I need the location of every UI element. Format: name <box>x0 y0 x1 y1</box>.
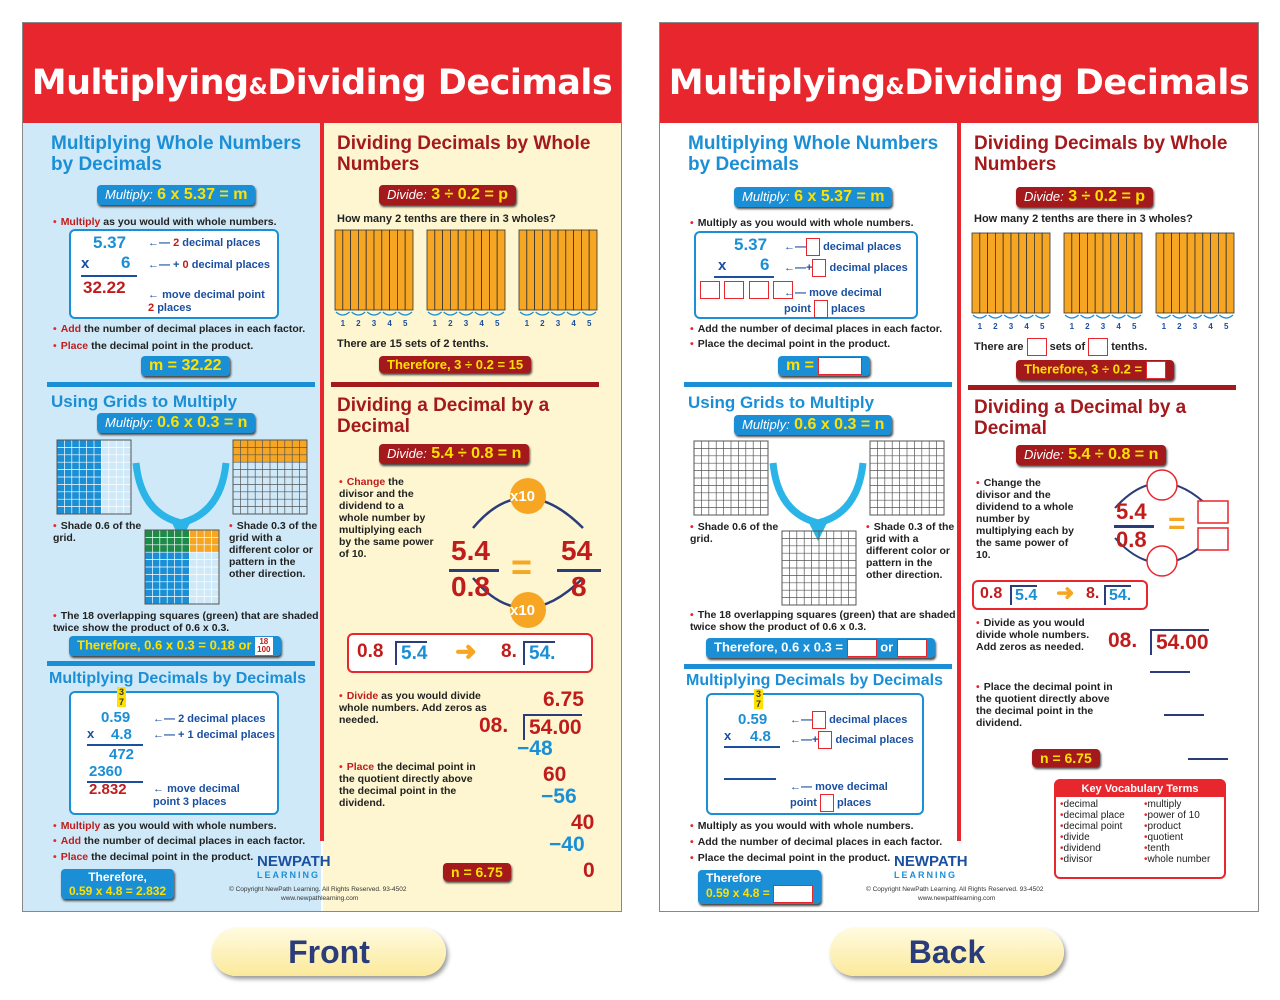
tenth-tick-label: 3 <box>555 319 561 328</box>
front-s3-heading: Multiplying Decimals by Decimals <box>49 670 306 687</box>
tenth-bar <box>1126 233 1134 313</box>
vocab-term: • divide <box>1060 832 1136 843</box>
front-s1-mul: x <box>81 255 90 272</box>
tenth-bar <box>482 230 490 310</box>
front-s3-carry: 3 7 <box>119 687 125 707</box>
front-s5-dividend: 54.00 <box>523 714 582 740</box>
back-s5-ex-arrow: ➜ <box>1056 580 1075 605</box>
front-tenths-bars <box>335 230 607 326</box>
vocab-term: • whole number <box>1144 854 1220 865</box>
back-vocab-title: Key Vocabulary Terms <box>1056 781 1224 797</box>
back-s3-note1: ←— decimal places <box>790 711 907 729</box>
tenth-tick-label: 5 <box>1039 322 1045 331</box>
tenth-bar <box>358 230 366 310</box>
front-grid-2 <box>233 440 307 514</box>
front-s5-ex-right-num: 54. <box>523 641 555 665</box>
back-s3-heading: Multiplying Decimals by Decimals <box>686 672 943 689</box>
front-s3-p1: 472 <box>109 746 135 763</box>
front-s1-note2: ←— + 0 decimal places <box>148 259 271 271</box>
tenth-tick-label: 4 <box>1024 322 1029 331</box>
front-s5-heading: Dividing a Decimal by a Decimal <box>337 395 550 437</box>
tenth-tick-label: 3 <box>1100 322 1106 331</box>
front-s2-shade2: • Shade 0.3 of the grid with a different color or pattern in the other direction. <box>229 520 319 580</box>
front-s1-rule <box>81 275 137 277</box>
back-s2-pill: Multiply: 0.6 x 0.3 = n <box>734 415 892 435</box>
front-s3-b3: • Place the decimal point in the product. <box>53 851 321 863</box>
vocab-term: • multiply <box>1144 799 1220 810</box>
front-s3-top: 0.59 <box>101 709 131 726</box>
back-poster <box>659 22 1259 912</box>
tenth-tick-label: 4 <box>1116 322 1121 331</box>
back-s3-mul: x <box>724 728 732 743</box>
back-s3-carry: 3 7 <box>756 689 762 709</box>
tenth-bar <box>1034 233 1042 313</box>
front-s2-overlap: • The 18 overlapping squares (green) that are shaded twice show the product of 0.6 x 0.3. <box>53 610 321 634</box>
back-s1-heading: Multiplying Whole Numbers by Decimals <box>688 133 939 175</box>
tenth-tick-label: 4 <box>571 319 576 328</box>
tenth-tick-label: 5 <box>1223 322 1229 331</box>
tenth-bar <box>351 230 359 310</box>
front-s5-answer: n = 6.75 <box>443 863 511 881</box>
front-copyright: © Copyright NewPath Learning. All Rights Reserved. 93-4502 <box>229 886 407 893</box>
tenth-tick-label: 2 <box>448 319 453 328</box>
back-s5-answer: n = 6.75 <box>1032 749 1100 767</box>
front-s5-s3: −40 <box>549 833 585 856</box>
vocab-term: • power of 10 <box>1144 810 1220 821</box>
back-s5-n1: 5.4 <box>1116 499 1147 524</box>
front-s5-r1: 60 <box>543 763 567 786</box>
tenth-bar <box>497 230 505 310</box>
tenth-bar <box>542 230 550 310</box>
back-s1-bullet1: • Multiply as you would with whole numbers. <box>690 217 960 229</box>
tenth-bar <box>1027 233 1035 313</box>
front-s2-therefore: Therefore, 0.6 x 0.3 = 0.18 or 18 100 <box>69 636 281 656</box>
tenth-tick-label: 2 <box>540 319 545 328</box>
tenth-tick-label: 4 <box>1208 322 1213 331</box>
vocab-term: • dividend <box>1060 843 1136 854</box>
front-s5-b3: • Place the decimal point in the quotient directly above the decimal point in the dividend. <box>339 761 489 809</box>
front-s1-bullet2: • Add the number of decimal places in each factor. <box>53 323 323 335</box>
front-s5-ex-left-div: 0.8 <box>357 641 384 662</box>
back-s1-note1: ←— decimal places <box>784 238 901 256</box>
back-s2-therefore: Therefore, 0.6 x 0.3 = or <box>706 638 935 658</box>
back-grid-3 <box>782 531 856 605</box>
front-x10-top: x10 <box>510 488 536 505</box>
tenth-tick-label: 4 <box>387 319 392 328</box>
vocab-term: • divisor <box>1060 854 1136 865</box>
back-s1-rule <box>714 276 774 278</box>
tenth-tick-label: 1 <box>524 319 530 328</box>
back-title: Multiplying&Dividing Decimals <box>668 63 1250 103</box>
back-s5-heading: Dividing a Decimal by a Decimal <box>974 397 1187 439</box>
tenth-bar <box>1080 233 1088 313</box>
front-s3-b2: • Add the number of decimal places in each factor. <box>53 835 321 847</box>
back-s1-bottom: 6 <box>760 255 770 274</box>
front-s4-bar <box>331 382 599 387</box>
tenth-bar <box>1103 233 1111 313</box>
back-s5-line2 <box>1164 714 1204 716</box>
front-s2-shade1: • Shade 0.6 of the grid. <box>53 520 143 544</box>
back-s1-bullet3: • Place the decimal point in the product. <box>690 338 960 350</box>
front-s5-ex-right-div: 8. <box>501 641 517 662</box>
front-s4-question: How many 2 tenths are there in 3 wholes? <box>337 213 556 225</box>
back-s4-pill: Divide: 3 ÷ 0.2 = p <box>1016 187 1153 207</box>
tenth-bar <box>995 233 1003 313</box>
back-s3-bottom: 4.8 <box>750 728 771 745</box>
back-s2-overlap: • The 18 overlapping squares (green) that are shaded twice show the product of 0.6 x 0.3. <box>690 609 958 633</box>
front-s5-d2: 8 <box>571 571 587 602</box>
front-s5-ex-arrow: ➜ <box>455 636 477 666</box>
front-grid-1 <box>57 440 131 514</box>
front-s1-top: 5.37 <box>93 233 127 252</box>
front-s1-heading: Multiplying Whole Numbers by Decimals <box>51 133 302 175</box>
front-s2-pill: Multiply: 0.6 x 0.3 = n <box>97 413 255 433</box>
tenth-tick-label: 5 <box>494 319 500 328</box>
back-s3-top: 0.59 <box>738 711 768 728</box>
back-s4-heading: Dividing Decimals by Whole Numbers <box>974 133 1228 175</box>
back-s3-b3: • Place the decimal point in the product. <box>690 852 958 864</box>
tenth-tick-label: 1 <box>1069 322 1075 331</box>
back-s4-sets: There are sets of tenths. <box>974 338 1254 356</box>
front-site: www.newpathlearning.com <box>281 895 359 902</box>
tenth-bar <box>1042 233 1050 313</box>
tenth-bar <box>972 233 980 313</box>
front-s2-bar <box>47 661 315 666</box>
tenth-bar <box>1095 233 1103 313</box>
front-s5-quot: 6.75 <box>543 688 584 711</box>
back-s3-b2: • Add the number of decimal places in each factor. <box>690 836 958 848</box>
tenth-bar <box>335 230 343 310</box>
tenth-bar <box>1211 233 1219 313</box>
tenth-bar <box>435 230 443 310</box>
tenth-bar <box>390 230 398 310</box>
tenth-bar <box>589 230 597 310</box>
front-grid-3 <box>145 530 219 604</box>
vocab-term: • decimal <box>1060 799 1136 810</box>
vocab-term: • decimal point <box>1060 821 1136 832</box>
back-s2-heading: Using Grids to Multiply <box>688 393 875 412</box>
back-copyright: © Copyright NewPath Learning. All Rights Reserved. 93-4502 <box>866 886 1044 893</box>
front-s5-n2: 54 <box>561 535 593 566</box>
front-s1-bullet1: • Multiply as you would with whole numbers. <box>53 216 323 228</box>
tenth-bar <box>1187 233 1195 313</box>
front-s1-result: 32.22 <box>83 278 126 297</box>
front-x10-bottom: x10 <box>510 602 536 619</box>
back-tab-button[interactable]: Back <box>830 928 1064 976</box>
back-s5-ex-right-div: 8. <box>1086 585 1100 602</box>
back-s3-b1: • Multiply as you would with whole numbers. <box>690 820 958 832</box>
front-s2-heading: Using Grids to Multiply <box>51 392 238 411</box>
front-s5-pill: Divide: 5.4 ÷ 0.8 = n <box>379 444 529 464</box>
tenth-bar <box>1164 233 1172 313</box>
back-s2-shade2: • Shade 0.3 of the grid with a different color or pattern in the other direction. <box>866 521 956 581</box>
front-s1-answer: m = 32.22 <box>141 356 230 376</box>
front-s5-s1: −48 <box>517 737 553 760</box>
front-s1-pill: Multiply: 6 x 5.37 = m <box>97 185 255 205</box>
back-s5-ex-left-div: 0.8 <box>980 585 1003 602</box>
tenth-bar <box>1087 233 1095 313</box>
front-s3-p2: 2360 <box>89 763 123 780</box>
front-s1-bullet3: • Place the decimal point in the product. <box>53 340 323 352</box>
back-s5-pill: Divide: 5.4 ÷ 0.8 = n <box>1016 445 1166 465</box>
back-s3-note2: ←—+ decimal places <box>790 731 914 749</box>
back-vocab-right <box>1140 797 1224 867</box>
tenth-bar <box>1019 233 1027 313</box>
back-s5-ex-left-num: 5.4 <box>1010 585 1037 605</box>
tenth-bar <box>980 233 988 313</box>
front-s3-answer: Therefore, 0.59 x 4.8 = 2.832 <box>61 869 174 899</box>
tenth-tick-label: 5 <box>1131 322 1137 331</box>
tenth-bar <box>1072 233 1080 313</box>
tenth-bar <box>443 230 451 310</box>
tenth-bar <box>1226 233 1234 313</box>
front-s5-r3: 0 <box>583 859 595 882</box>
back-s1-top: 5.37 <box>734 235 768 254</box>
back-s3-rule1 <box>724 746 780 748</box>
back-s2-shade1: • Shade 0.6 of the grid. <box>690 521 780 545</box>
back-s3-answer: Therefore 0.59 x 4.8 = <box>698 870 821 904</box>
front-s1-note3: ← move decimal point 2 places <box>148 289 265 314</box>
tenth-bar <box>1172 233 1180 313</box>
tenth-bar <box>574 230 582 310</box>
back-vocab-left <box>1056 797 1140 867</box>
tenth-bar <box>343 230 351 310</box>
tenth-tick-label: 3 <box>371 319 377 328</box>
back-s1-blanks <box>700 281 793 299</box>
back-s5-ex-right-num: 54. <box>1104 585 1131 605</box>
front-s4-pill: Divide: 3 ÷ 0.2 = p <box>379 185 516 205</box>
tenth-bar <box>489 230 497 310</box>
tenth-bar <box>1203 233 1211 313</box>
back-s4-bar <box>968 385 1236 390</box>
tenth-bar <box>1134 233 1142 313</box>
front-s5-s2: −56 <box>541 785 577 808</box>
front-s5-ex-left-num: 5.4 <box>395 641 427 665</box>
tenth-bar <box>1111 233 1119 313</box>
tenth-bar <box>405 230 413 310</box>
tenth-tick-label: 1 <box>340 319 346 328</box>
tenth-bar <box>397 230 405 310</box>
back-s5-line3 <box>1188 758 1228 760</box>
vocab-term: • quotient <box>1144 832 1220 843</box>
tenth-bar <box>566 230 574 310</box>
back-s1-bullet2: • Add the number of decimal places in each factor. <box>690 323 960 335</box>
back-s5-b1: • Change the divisor and the dividend to a whole number by multiplying each by the same power of 10. <box>976 477 1076 561</box>
back-s5-b2: • Divide as you would divide whole numbers. Add zeros as needed. <box>976 617 1106 653</box>
tenth-tick-label: 3 <box>1192 322 1198 331</box>
tenth-bar <box>1179 233 1187 313</box>
tenth-bar <box>535 230 543 310</box>
tenth-tick-label: 2 <box>356 319 361 328</box>
front-s5-n1: 5.4 <box>451 535 490 566</box>
vocab-term: • product <box>1144 821 1220 832</box>
tenth-bar <box>519 230 527 310</box>
back-s5-equals: = <box>1168 507 1186 540</box>
back-grid-1 <box>694 441 768 515</box>
back-s1-answer: m = <box>778 356 870 376</box>
tenth-tick-label: 4 <box>479 319 484 328</box>
back-vocab-box <box>1054 779 1226 879</box>
tenth-bar <box>581 230 589 310</box>
front-s5-b1: • Change the divisor and the dividend to a whole number by multiplying each by the same power of 10. <box>339 476 434 560</box>
tenth-bar <box>988 233 996 313</box>
back-banner <box>660 23 1258 123</box>
back-grid-2 <box>870 441 944 515</box>
tenth-bar <box>1003 233 1011 313</box>
tenth-bar <box>558 230 566 310</box>
front-s5-d1: 0.8 <box>451 571 490 602</box>
front-logo: NEWPATH LEARNING <box>257 853 331 880</box>
tenth-bar <box>366 230 374 310</box>
back-s1-note2: ←—+ decimal places <box>784 259 908 277</box>
front-title: Multiplying&Dividing Decimals <box>31 63 613 103</box>
vocab-term: • tenth <box>1144 843 1220 854</box>
back-s3-rule2 <box>724 778 776 780</box>
tenth-bar <box>374 230 382 310</box>
back-s4-answer: Therefore, 3 ÷ 0.2 = <box>1016 360 1174 380</box>
front-s5-b2: • Divide as you would divide whole numbers. Add zeros as needed. <box>339 690 489 726</box>
tenth-bar <box>382 230 390 310</box>
tenth-tick-label: 5 <box>586 319 592 328</box>
front-tab-button[interactable]: Front <box>212 928 446 976</box>
back-s1-pill: Multiply: 6 x 5.37 = m <box>734 187 892 207</box>
tenth-bar <box>1195 233 1203 313</box>
tenth-tick-label: 1 <box>432 319 438 328</box>
front-s5-equals: = <box>511 546 533 587</box>
tenth-bar <box>550 230 558 310</box>
front-s3-note3: ← move decimal point 3 places <box>153 783 240 808</box>
front-s3-b1: • Multiply as you would with whole numbers. <box>53 820 321 832</box>
front-s4-heading: Dividing Decimals by Whole Numbers <box>337 133 591 175</box>
back-s5-divisor: 08. <box>1108 629 1138 652</box>
tenth-tick-label: 5 <box>402 319 408 328</box>
back-s1-mul: x <box>718 257 727 274</box>
tenth-tick-label: 1 <box>977 322 983 331</box>
back-s2-bar <box>684 664 952 669</box>
front-s4-answer: Therefore, 3 ÷ 0.2 = 15 <box>379 356 531 373</box>
tenth-tick-label: 3 <box>463 319 469 328</box>
back-logo: NEWPATH LEARNING <box>894 853 968 880</box>
tenth-tick-label: 2 <box>993 322 998 331</box>
front-divider <box>320 123 324 841</box>
tenth-tick-label: 2 <box>1085 322 1090 331</box>
front-s3-note1: ←— 2 decimal places <box>153 713 266 725</box>
back-s1-note3: ←— move decimal point places <box>784 287 914 318</box>
front-s3-bottom: 4.8 <box>111 726 132 743</box>
back-s4-question: How many 2 tenths are there in 3 wholes? <box>974 213 1193 225</box>
back-s1-bar <box>684 382 952 387</box>
front-s1-note1: ←— 2 decimal places <box>148 237 261 249</box>
tenth-bar <box>1119 233 1127 313</box>
front-s3-mul: x <box>87 726 95 741</box>
back-tenths-bars <box>972 233 1244 329</box>
back-s3-note3: ←— move decimal point places <box>790 781 910 812</box>
front-s1-bottom: 6 <box>121 253 131 272</box>
front-s5-r2: 40 <box>571 811 595 834</box>
tenth-bar <box>1064 233 1072 313</box>
back-s5-line1 <box>1150 671 1190 673</box>
tenth-bar <box>466 230 474 310</box>
front-s3-result: 2.832 <box>89 781 127 798</box>
front-s3-note2: ←— + 1 decimal places <box>153 729 275 741</box>
back-divider <box>957 123 961 841</box>
front-s5-divisor: 08. <box>479 714 509 737</box>
tenth-bar <box>1156 233 1164 313</box>
back-s5-dividend: 54.00 <box>1150 629 1209 655</box>
vocab-term: • decimal place <box>1060 810 1136 821</box>
tenth-tick-label: 1 <box>1161 322 1167 331</box>
front-banner <box>23 23 621 123</box>
tenth-tick-label: 2 <box>1177 322 1182 331</box>
tenth-bar <box>427 230 435 310</box>
tenth-bar <box>1218 233 1226 313</box>
back-s5-b3: • Place the decimal point in the quotient directly above the decimal point in the dividend. <box>976 681 1126 729</box>
tenth-bar <box>1011 233 1019 313</box>
front-poster <box>22 22 622 912</box>
tenth-bar <box>527 230 535 310</box>
front-s4-sets: There are 15 sets of 2 tenths. <box>337 338 489 350</box>
tenth-bar <box>450 230 458 310</box>
back-site: www.newpathlearning.com <box>918 895 996 902</box>
tenth-bar <box>474 230 482 310</box>
front-s1-bar <box>47 382 315 387</box>
tenth-tick-label: 3 <box>1008 322 1014 331</box>
back-s5-d1: 0.8 <box>1116 527 1147 552</box>
tenth-bar <box>458 230 466 310</box>
